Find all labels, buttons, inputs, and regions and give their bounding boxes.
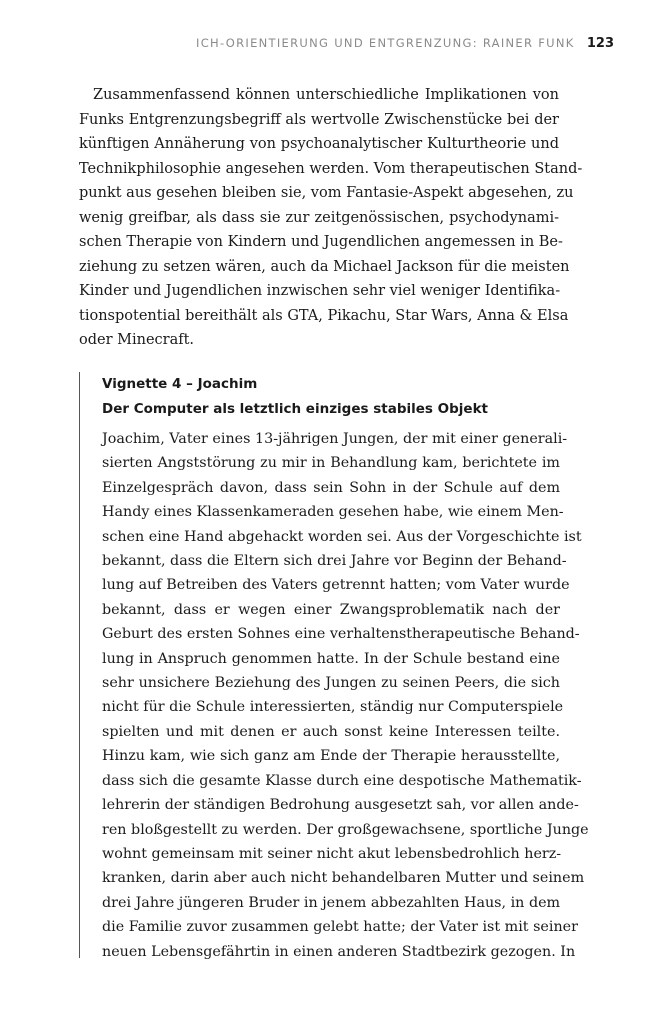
vignette-box [79,372,589,960]
vignette-line: bekannt, dass er wegen einer Zwangsproblematik nach der [102,601,560,618]
summary-paragraph [79,83,583,353]
vignette-line: drei Jahre jüngeren Bruder in jenem abbezahlten Haus, in dem [102,894,561,911]
vignette-body [102,427,589,964]
vignette-line: bekannt, dass die Eltern sich drei Jahre vor Beginn der Behand- [102,553,567,570]
vignette-line: spielten und mit denen er auch sonst keine Interessen teilte. [102,723,560,740]
vignette-line: nicht für die Schule interessierten, ständig nur Computerspiele [102,699,564,716]
summary-line: oder Minecraft. [79,332,195,348]
summary-line: punkt aus gesehen bleiben sie, vom Fantasie-Aspekt abgesehen, zu [79,185,574,201]
vignette-line: lung auf Betreiben des Vaters getrennt hatten; vom Vater wurde [102,577,570,594]
summary-line: Technikphilosophie angesehen werden. Vom therapeutischen Stand- [79,160,583,177]
vignette-title: Vignette 4 – Joachim [102,376,258,392]
vignette-line: Hinzu kam, wie sich ganz am Ende der Therapie herausstellte, [102,748,560,765]
vignette-line: schen eine Hand abgehackt worden sei. Aus der Vorgeschichte ist [102,528,582,545]
vignette-line: sierten Angststörung zu mir in Behandlung kam, berichtete im [102,455,560,472]
summary-line: Kinder und Jugendlichen inzwischen sehr viel weniger Identifika- [79,283,561,299]
summary-line: Funks Entgrenzungsbegriff als wertvolle Zwischenstücke bei der [79,111,559,128]
summary-line: ziehung zu setzen wären, auch da Michael Jackson für die meisten [79,258,570,275]
vignette-heading [102,372,562,422]
vignette-line: Geburt des ersten Sohnes eine verhaltenstherapeutische Behand- [102,626,580,643]
vignette-line: lung in Anspruch genommen hatte. In der Schule bestand eine [102,650,560,667]
running-head [196,36,614,51]
summary-line: schen Therapie von Kindern und Jugendlichen angemessen in Be- [79,234,563,250]
vignette-subtitle: Der Computer als letztlich einziges stabiles Objekt [102,401,488,417]
summary-line: Zusammenfassend können unterschiedliche Implikationen von [93,87,559,103]
summary-line: wenig greifbar, als dass sie zur zeitgenössischen, psychodynami- [79,209,559,226]
vignette-line: Handy eines Klassenkameraden gesehen habe, wie einem Men- [102,504,564,521]
summary-line: tionspotential bereithält als GTA, Pikachu, Star Wars, Anna & Elsa [79,307,569,324]
vignette-line: die Familie zuvor zusammen gelebt hatte; der Vater ist mit seiner [102,919,578,936]
page-number: 123 [586,36,614,51]
vignette-line: wohnt gemeinsam mit seiner nicht akut lebensbedrohlich herz- [102,845,562,862]
vignette-line: dass sich die gesamte Klasse durch eine despotische Mathematik- [102,772,582,789]
vignette-line: Joachim, Vater eines 13-jährigen Jungen, der mit einer generali- [102,431,568,447]
vignette-line: Einzelgespräch davon, dass sein Sohn in der Schule auf dem [102,479,560,496]
vignette-line: sehr unsichere Beziehung des Jungen zu seinen Peers, die sich [102,675,560,692]
running-head-title: ICH-ORIENTIERUNG UND ENTGRENZUNG: RAINER FUNK [196,36,575,50]
vignette-line: ren bloßgestellt zu werden. Der großgewachsene, sportliche Junge [102,821,589,838]
vignette-line: neuen Lebensgefährtin in einen anderen Stadtbezirk gezogen. In [102,943,576,960]
summary-line: künftigen Annäherung von psychoanalytischer Kulturtheorie und [79,136,559,152]
vignette-line: lehrerin der ständigen Bedrohung ausgesetzt sah, vor allen ande- [102,797,579,814]
vignette-line: kranken, darin aber auch nicht behandelbaren Mutter und seinem [102,870,585,887]
